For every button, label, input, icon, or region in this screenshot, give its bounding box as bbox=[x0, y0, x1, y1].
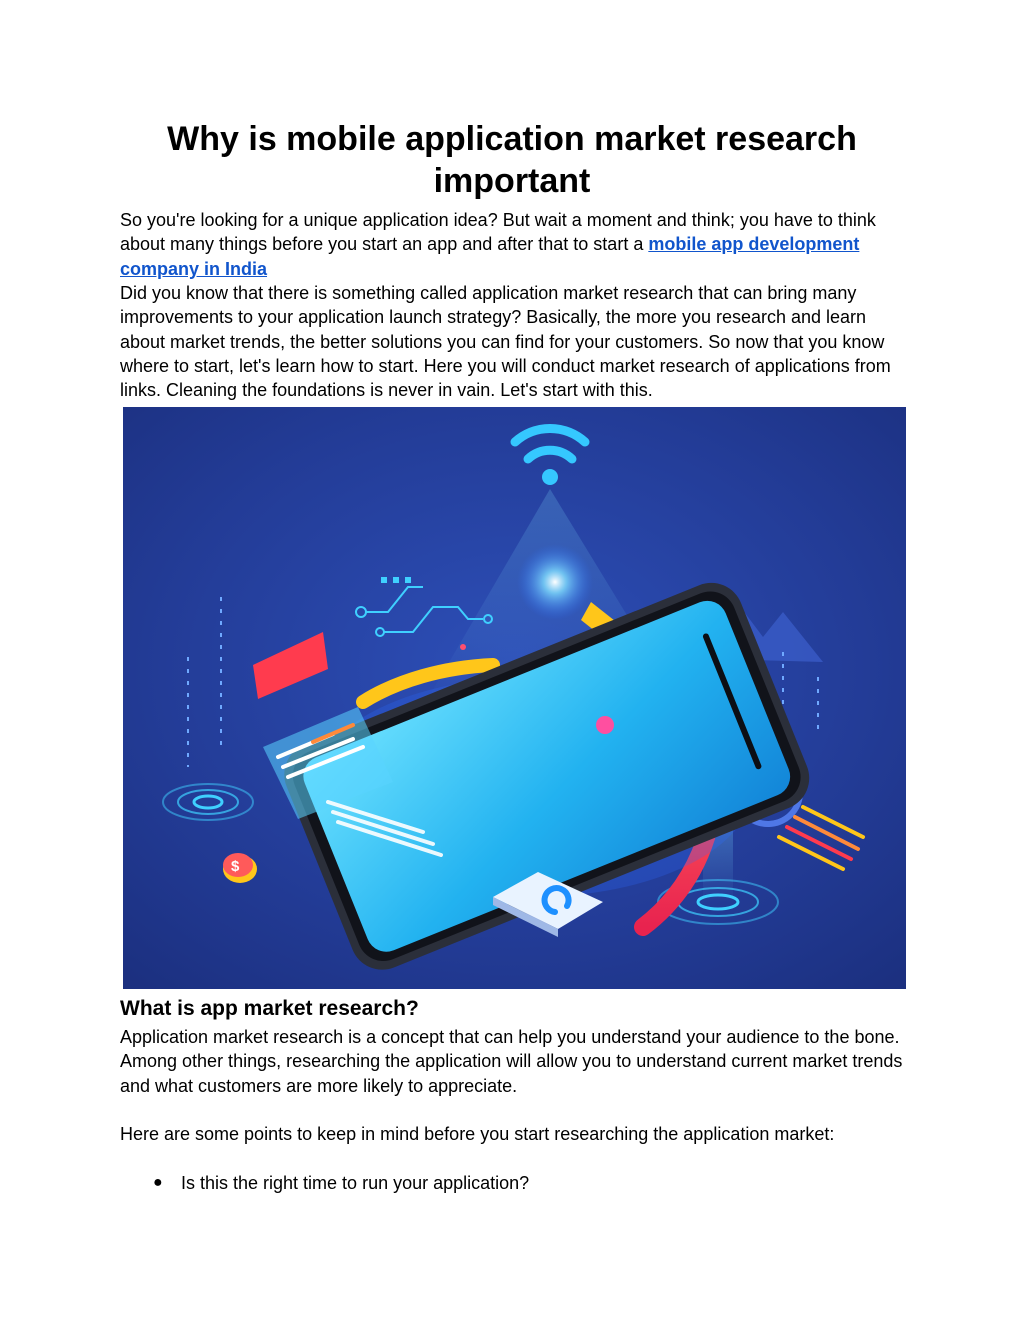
list-item-text: Is this the right time to run your application? bbox=[181, 1173, 530, 1193]
mobile-app-development-link[interactable]: mobile app development company in India bbox=[120, 234, 860, 279]
intro-paragraph bbox=[120, 208, 904, 281]
section-paragraph: Application market research is a concept that can help you understand your audience to the bone. Among other things, researching the application will allow you to understand current market trends and what customers are more likely to appreciate. bbox=[120, 1027, 903, 1096]
dots-decoration bbox=[381, 577, 411, 583]
market-research-paragraph: Did you know that there is something called application market research that can bring many improvements to your application launch strategy? Basically, the more you research and learn about market trends, the better solutions you can find for your customers. So now that you know where to start, let's learn how to start. Here you will conduct market research of applications from links. Cleaning the foundations is never in vain. Let's start with this. bbox=[120, 283, 891, 401]
svg-text:$: $ bbox=[231, 858, 240, 875]
pink-orb bbox=[596, 716, 614, 734]
bullet-icon: ● bbox=[153, 1174, 163, 1191]
glow-orb bbox=[517, 544, 593, 620]
intro-text: So you're looking for a unique application idea? But wait a moment and think; you have to think about many things before you start an app and after that to start a bbox=[120, 210, 876, 255]
section-heading: What is app market research? bbox=[120, 997, 419, 1020]
small-dot bbox=[460, 644, 466, 650]
list-item bbox=[120, 1171, 904, 1195]
points-list bbox=[120, 1171, 904, 1195]
page-title: Why is mobile application market research important bbox=[167, 120, 857, 200]
mobile-app-illustration bbox=[123, 407, 906, 989]
points-intro: Here are some points to keep in mind before you start researching the application market: bbox=[120, 1124, 835, 1144]
